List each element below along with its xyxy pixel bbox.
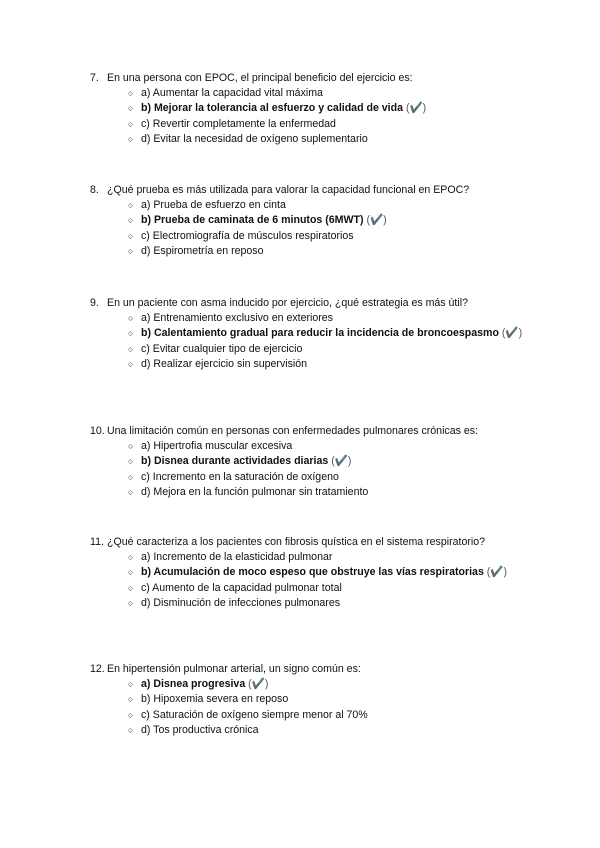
option-c	[90, 229, 530, 244]
question-number: 7.	[90, 72, 99, 84]
bullet-icon: ○	[128, 118, 134, 129]
option-a	[90, 86, 530, 101]
bullet-icon: ○	[128, 103, 134, 114]
option-b	[90, 326, 530, 341]
option-text: a) Incremento de la elasticidad pulmonar	[141, 551, 333, 564]
option-text: c) Incremento en la saturación de oxígeno	[141, 470, 339, 483]
option-text: b) Mejorar la tolerancia al esfuerzo y calidad de vida	[141, 102, 403, 115]
question-text: En hipertensión pulmonar arterial, un signo común es:	[107, 663, 361, 675]
option-text: a) Disnea progresiva	[141, 678, 246, 691]
question-stem	[90, 424, 530, 439]
question-text: En una persona con EPOC, el principal beneficio del ejercicio es:	[107, 72, 413, 84]
question-text: Una limitación común en personas con enfermedades pulmonares crónicas es:	[107, 425, 478, 437]
option-text: b) Calentamiento gradual para reducir la incidencia de broncoespasmo	[141, 327, 499, 340]
option-b	[90, 565, 530, 580]
option-a	[90, 439, 530, 454]
option-text: d) Mejora en la función pulmonar sin tratamiento	[141, 485, 369, 498]
bullet-icon: ○	[128, 709, 134, 720]
option-text: d) Disminución de infecciones pulmonares	[141, 596, 341, 609]
bullet-icon: ○	[128, 456, 134, 467]
option-a	[90, 677, 530, 692]
bullet-icon: ○	[128, 567, 134, 578]
question-7	[90, 71, 530, 147]
option-text-correct	[141, 677, 530, 692]
check-mark-icon: (✔️)	[366, 214, 387, 227]
option-text-correct	[141, 213, 530, 228]
option-text: c) Aumento de la capacidad pulmonar total	[141, 581, 342, 594]
option-d	[90, 596, 530, 611]
option-c	[90, 708, 530, 723]
option-b	[90, 101, 530, 116]
question-12	[90, 662, 530, 738]
option-text: a) Aumentar la capacidad vital máxima	[141, 87, 323, 100]
option-a	[90, 550, 530, 565]
option-text: a) Hipertrofia muscular excesiva	[141, 440, 293, 453]
option-b	[90, 692, 530, 707]
question-9	[90, 296, 530, 372]
bullet-icon: ○	[128, 200, 134, 211]
option-text: c) Revertir completamente la enfermedad	[141, 117, 336, 130]
option-c	[90, 470, 530, 485]
question-number: 11.	[90, 536, 104, 548]
options-list	[90, 311, 530, 372]
option-a	[90, 198, 530, 213]
option-d	[90, 244, 530, 259]
question-stem	[90, 662, 530, 677]
option-d	[90, 132, 530, 147]
bullet-icon: ○	[128, 582, 134, 593]
option-text: d) Evitar la necesidad de oxígeno suplementario	[141, 132, 368, 145]
check-mark-icon: (✔️)	[331, 455, 352, 468]
question-number: 9.	[90, 297, 99, 309]
option-text-correct	[141, 326, 530, 341]
bullet-icon: ○	[128, 343, 134, 354]
option-text: d) Tos productiva crónica	[141, 723, 259, 736]
option-d	[90, 357, 530, 372]
option-text: c) Electromiografía de músculos respiratorios	[141, 229, 354, 242]
question-text: En un paciente con asma inducido por ejercicio, ¿qué estrategia es más útil?	[107, 297, 468, 309]
check-mark-icon: (✔️)	[248, 678, 269, 691]
bullet-icon: ○	[128, 328, 134, 339]
option-b	[90, 213, 530, 228]
bullet-icon: ○	[128, 245, 134, 256]
bullet-icon: ○	[128, 441, 134, 452]
option-text: d) Realizar ejercicio sin supervisión	[141, 357, 308, 370]
option-b	[90, 454, 530, 469]
question-11	[90, 535, 530, 611]
bullet-icon: ○	[128, 694, 134, 705]
check-mark-icon: (✔️)	[501, 327, 523, 340]
question-stem	[90, 71, 530, 86]
option-text: b) Prueba de caminata de 6 minutos (6MWT)	[141, 214, 364, 227]
question-10	[90, 424, 530, 500]
bullet-icon: ○	[128, 597, 134, 608]
question-stem	[90, 183, 530, 198]
option-text: c) Saturación de oxígeno siempre menor al 70%	[141, 708, 368, 721]
options-list	[90, 677, 530, 738]
bullet-icon: ○	[128, 358, 134, 369]
question-text: ¿Qué caracteriza a los pacientes con fibrosis quística en el sistema respiratorio?	[107, 536, 486, 548]
option-a	[90, 311, 530, 326]
options-list	[90, 198, 530, 259]
option-c	[90, 581, 530, 596]
options-list	[90, 86, 530, 147]
bullet-icon: ○	[128, 230, 134, 241]
bullet-icon: ○	[128, 133, 134, 144]
options-list	[90, 439, 530, 500]
options-list	[90, 550, 530, 611]
option-c	[90, 117, 530, 132]
question-text: ¿Qué prueba es más utilizada para valorar la capacidad funcional en EPOC?	[107, 184, 470, 196]
check-mark-icon: (✔️)	[405, 102, 427, 115]
option-text: c) Evitar cualquier tipo de ejercicio	[141, 342, 303, 355]
bullet-icon: ○	[128, 679, 134, 690]
question-number: 12.	[90, 663, 105, 675]
option-d	[90, 723, 530, 738]
question-stem	[90, 535, 530, 550]
question-number: 8.	[90, 184, 99, 196]
option-text: b) Disnea durante actividades diarias	[141, 455, 329, 468]
option-c	[90, 342, 530, 357]
bullet-icon: ○	[128, 313, 134, 324]
option-text-correct	[141, 454, 530, 469]
check-mark-icon: (✔️)	[486, 566, 508, 579]
option-text: b) Acumulación de moco espeso que obstruye las vías respiratorias	[141, 566, 484, 579]
option-text: d) Espirometría en reposo	[141, 244, 264, 257]
bullet-icon: ○	[128, 486, 134, 497]
option-text-correct	[141, 565, 530, 580]
question-number: 10.	[90, 425, 105, 437]
option-text-correct	[141, 101, 530, 116]
bullet-icon: ○	[128, 471, 134, 482]
option-text: a) Entrenamiento exclusivo en exteriores	[141, 312, 333, 325]
question-8	[90, 183, 530, 259]
bullet-icon: ○	[128, 215, 134, 226]
question-stem	[90, 296, 530, 311]
bullet-icon: ○	[128, 88, 134, 99]
bullet-icon: ○	[128, 552, 134, 563]
bullet-icon: ○	[128, 724, 134, 735]
option-d	[90, 485, 530, 500]
option-text: a) Prueba de esfuerzo en cinta	[141, 199, 286, 212]
option-text: b) Hipoxemia severa en reposo	[141, 693, 289, 706]
